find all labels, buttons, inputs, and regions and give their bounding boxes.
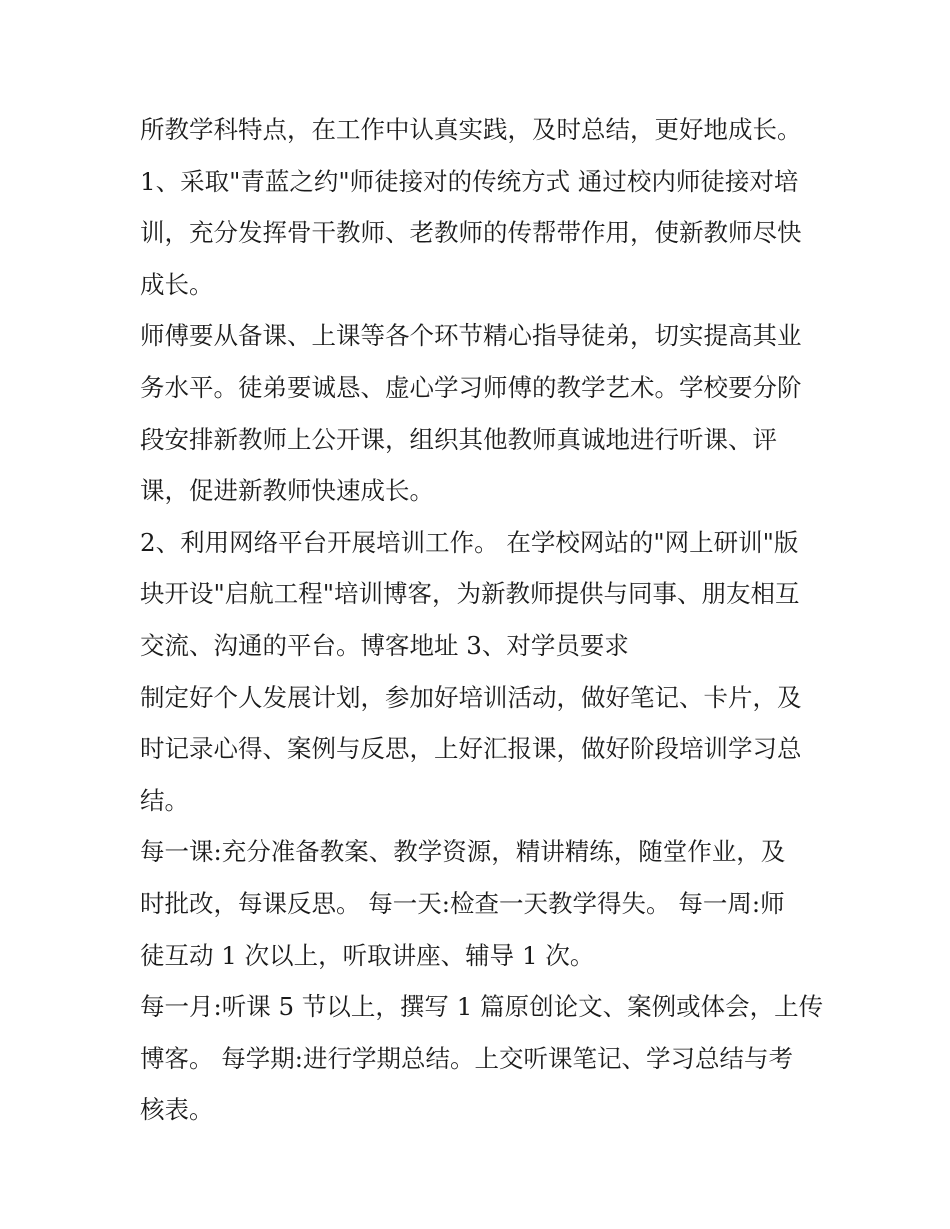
text-line: 段安排新教师上公开课，组织其他教师真诚地进行听课、评 [140, 424, 777, 454]
text-line: 2、利用网络平台开展培训工作。 在学校网站的"网上研训"版 [140, 527, 799, 557]
text-line: 所教学科特点，在工作中认真实践，及时总结，更好地成长。 [140, 115, 802, 144]
text-line: 课，促进新教师快速成长。 [140, 476, 434, 506]
text-line: 徒互动 1 次以上，听取讲座、辅导 1 次。 [140, 940, 595, 970]
text-line: 每一月:听课 5 节以上，撰写 1 篇原创论文、案例或体会，上传 [140, 992, 824, 1022]
document-body [140, 104, 824, 1136]
text-line: 师傅要从备课、上课等各个环节精心指导徒弟，切实提高其业 [140, 321, 802, 351]
text-line: 训，充分发挥骨干教师、老教师的传帮带作用，使新教师尽快 [140, 218, 802, 248]
text-line: 块开设"启航工程"培训博客，为新教师提供与同事、朋友相互 [140, 579, 800, 609]
text-line: 核表。 [140, 1095, 214, 1125]
text-line: 交流、沟通的平台。博客地址 3、对学员要求 [140, 630, 629, 660]
text-line: 1、采取"青蓝之约"师徒接对的传统方式 通过校内师徒接对培 [140, 166, 799, 196]
text-line: 成长。 [140, 269, 214, 299]
text-line: 每一课:充分准备教案、教学资源，精讲精练，随堂作业，及 [140, 837, 786, 867]
text-line: 务水平。徒弟要诚恳、虚心学习师傅的教学艺术。学校要分阶 [140, 372, 802, 402]
text-line: 制定好个人发展计划，参加好培训活动，做好笔记、卡片，及 [140, 682, 802, 712]
text-line: 时批改，每课反思。 每一天:检查一天教学得失。 每一周:师 [140, 888, 785, 918]
text-line: 结。 [140, 785, 189, 815]
text-line: 博客。 每学期:进行学期总结。上交听课笔记、学习总结与考 [140, 1043, 794, 1073]
text-line: 时记录心得、案例与反思，上好汇报课，做好阶段培训学习总 [140, 734, 802, 764]
